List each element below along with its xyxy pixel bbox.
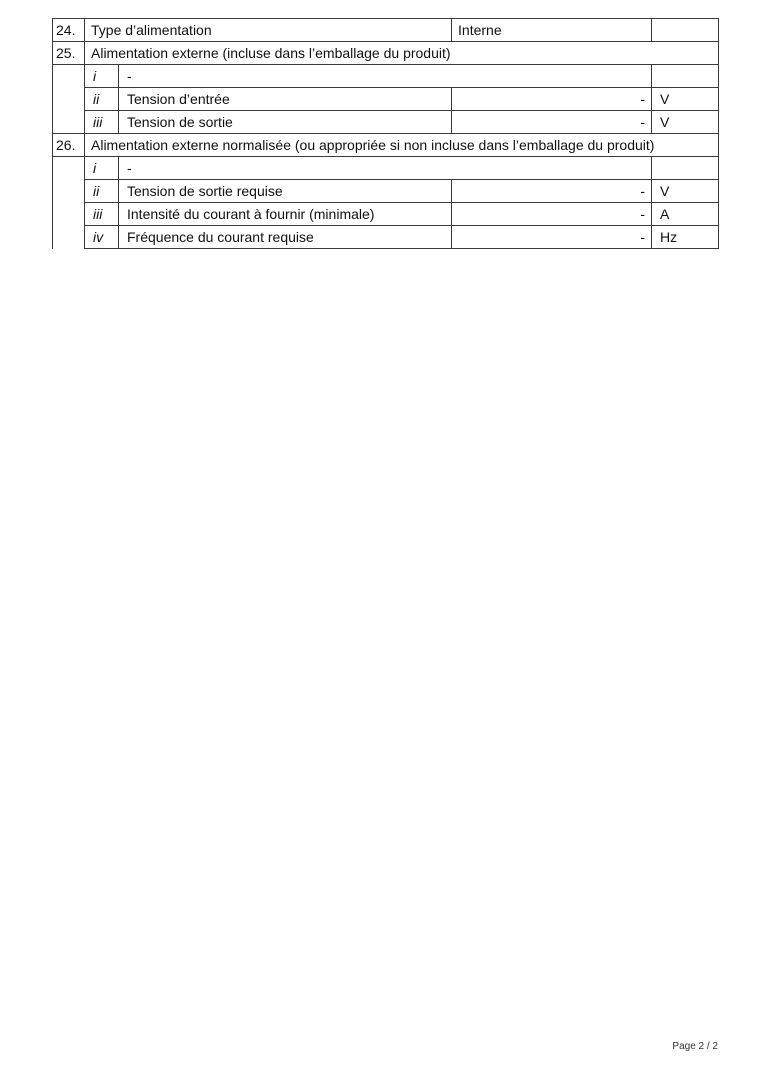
table-row-24 [53,19,719,42]
subrow-index: i [85,65,119,88]
table-row-26 [53,134,719,157]
table-subrow [53,88,719,111]
subrow-index: iv [85,226,119,249]
subrow-index: iii [85,203,119,226]
subrow-label: Tension de sortie requise [119,180,452,203]
subrow-value: - [452,180,652,203]
row-number: 25. [53,42,85,65]
table-row-25 [53,42,719,65]
table-subrow [53,111,719,134]
subrow-index: i [85,157,119,180]
subrow-label: Intensité du courant à fournir (minimale) [119,203,452,226]
table-subrow [53,157,719,180]
table-subrow [53,203,719,226]
row-group-label: Alimentation externe normalisée (ou appropriée si non incluse dans l’emballage du produit) [85,134,719,157]
row-label: Type d’alimentation [85,19,452,42]
subrow-label: Fréquence du courant requise [119,226,452,249]
subrow-label: Tension de sortie [119,111,452,134]
specifications-table [52,18,719,249]
row-number-blank [53,65,85,134]
subrow-index: iii [85,111,119,134]
table-subrow [53,180,719,203]
subrow-unit [652,157,719,180]
subrow-unit: A [652,203,719,226]
subrow-label: Tension d’entrée [119,88,452,111]
subrow-value: - [452,111,652,134]
row-number: 26. [53,134,85,157]
subrow-value: - [452,226,652,249]
subrow-unit: V [652,180,719,203]
subrow-value: - [452,88,652,111]
subrow-label: - [119,65,652,88]
row-unit [652,19,719,42]
row-number: 24. [53,19,85,42]
page-number: Page 2 / 2 [672,1041,718,1052]
subrow-index: ii [85,88,119,111]
subrow-index: ii [85,180,119,203]
subrow-value: - [452,203,652,226]
subrow-unit [652,65,719,88]
row-number-blank [53,157,85,249]
subrow-label: - [119,157,652,180]
row-group-label: Alimentation externe (incluse dans l’emballage du produit) [85,42,719,65]
table-subrow [53,226,719,249]
table-subrow [53,65,719,88]
subrow-unit: V [652,111,719,134]
subrow-unit: Hz [652,226,719,249]
subrow-unit: V [652,88,719,111]
row-value: Interne [452,19,652,42]
